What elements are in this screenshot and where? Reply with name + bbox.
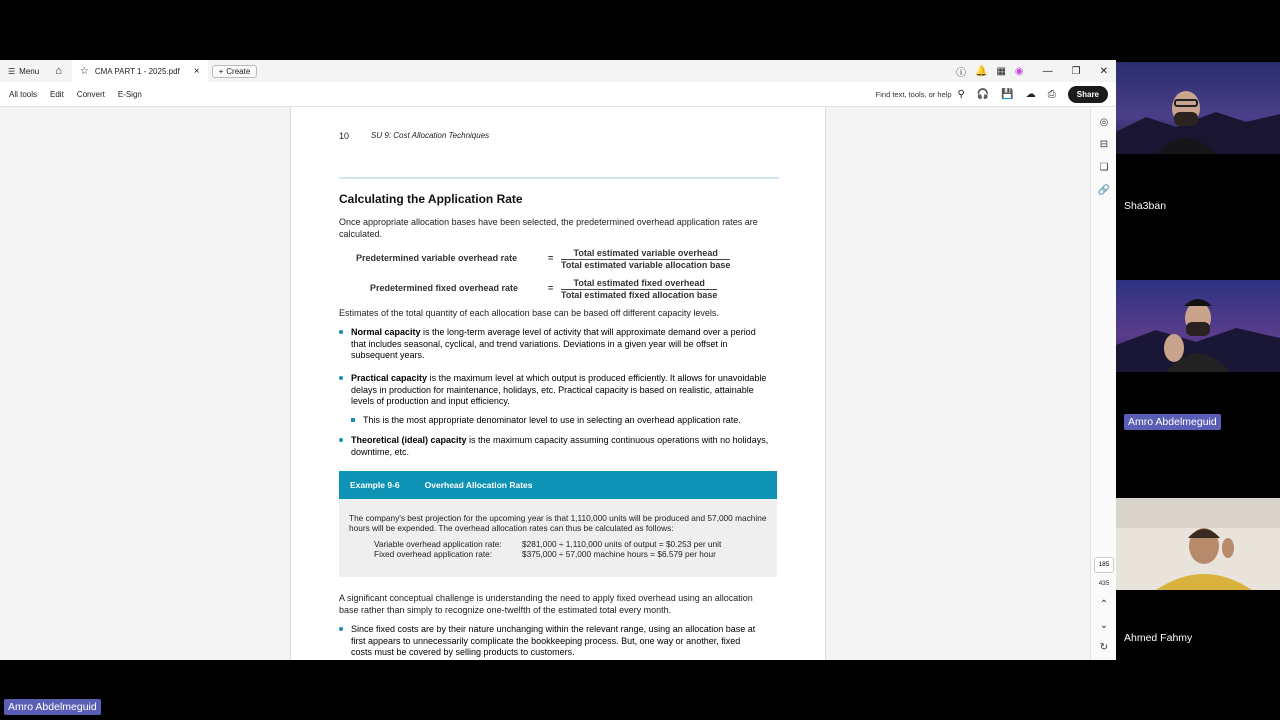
save-icon[interactable]: 💾 — [1001, 89, 1014, 100]
right-tool-rail — [1090, 107, 1116, 660]
apps-grid-icon[interactable]: ▦ — [996, 65, 1006, 77]
header-rule — [339, 177, 779, 179]
bullet-text: Since fixed costs are by their nature unchanging within the relevant range, using an allocation base at first appears to unnecessarily complicate the bookkeeping process. But, one way or another, fixed costs must be covered by selling products to customers. — [351, 624, 756, 657]
sub-bullet-denominator — [363, 415, 783, 427]
formula-variable-denominator: Total estimated variable allocation base — [561, 260, 731, 270]
page-number: 10 — [339, 131, 350, 141]
challenge-paragraph: A significant conceptual challenge is understanding the need to apply fixed overhead using an allocation base rather than simply to recognize one-twelfth of the estimated total every month. — [339, 593, 753, 615]
edit-button[interactable]: Edit — [50, 89, 64, 99]
example-row-value: $281,000 ÷ 1,110,000 units of output = $0.253 per unit — [522, 539, 722, 549]
bullet-dot — [339, 438, 343, 442]
close-window-icon[interactable]: ✕ — [1099, 65, 1108, 77]
formula-fixed-numerator: Total estimated fixed overhead — [561, 278, 717, 290]
restore-icon[interactable]: ❐ — [1071, 65, 1081, 77]
formula-variable-label: Predetermined variable overhead rate — [356, 253, 518, 263]
bullet-normal-capacity — [351, 327, 771, 362]
create-button[interactable] — [212, 65, 258, 78]
tab-close-icon[interactable]: × — [193, 65, 200, 77]
bullet-fixed-costs — [351, 624, 761, 659]
bullet-theoretical-capacity — [351, 435, 771, 458]
total-pages: 435 — [1098, 580, 1110, 587]
bullet-practical-capacity — [351, 373, 771, 408]
video-panel — [1116, 60, 1280, 660]
participant-video-image — [1116, 498, 1280, 590]
formula-fixed-equals: = — [548, 283, 554, 293]
intro-paragraph: Once appropriate allocation bases have been selected, the predetermined overhead application rates are calculated. — [339, 217, 758, 239]
participant-video-sha3ban[interactable] — [1116, 62, 1280, 154]
chapter-title: SU 9: Cost Allocation Techniques — [371, 131, 490, 140]
example-row-value: $375,000 ÷ 57,000 machine hours = $6.579 per hour — [522, 549, 716, 559]
search-icon[interactable]: ⚲ — [957, 89, 965, 100]
upload-cloud-icon[interactable]: ☁ — [1025, 89, 1036, 100]
titlebar-right — [956, 60, 1108, 82]
participant-video-image — [1116, 62, 1280, 154]
minimize-icon[interactable]: — — [1042, 65, 1053, 77]
pdf-page — [290, 107, 826, 660]
rotate-icon[interactable]: ↻ — [1099, 642, 1109, 653]
example-body — [339, 499, 777, 577]
example-row-variable — [374, 539, 721, 549]
example-text: The company's best projection for the upcoming year is that 1,110,000 units will be produced and 57,000 machine hours will be expended. The overhead allocation rates can thus be calculated as follows: — [349, 513, 767, 533]
bullet-text: is the maximum level at which output is produced efficiently. It allows for unavoidable delays in production for maintenance, holidays, etc. Practical capacity is based on realistic, attainable levels of production and input efficiency. — [351, 373, 767, 406]
all-tools-button[interactable]: All tools — [9, 89, 38, 99]
active-speaker-label: Amro Abdelmeguid — [4, 699, 101, 715]
bullet-text: is the long-term average level of activity that will approximate demand over a period that includes seasonal, cyclical, and trend variations. Deviations in a given year will be offset in subsequent years. — [351, 327, 756, 360]
bullet-dot — [339, 627, 343, 631]
pages-icon[interactable]: ❏ — [1099, 162, 1109, 173]
bookmark-icon[interactable]: ⊟ — [1099, 139, 1109, 150]
find-input[interactable]: Find text, tools, or help — [875, 90, 952, 99]
convert-button[interactable]: Convert — [76, 89, 105, 99]
bell-icon[interactable]: 🔔 — [975, 65, 988, 77]
participant-name-amro: Amro Abdelmeguid — [1124, 414, 1221, 430]
bullet-text: This is the most appropriate denominator level to use in selecting an overhead application rate. — [363, 415, 741, 425]
formula-fixed-label: Predetermined fixed overhead rate — [370, 283, 519, 293]
participant-video-ahmed[interactable] — [1116, 498, 1280, 590]
participant-name-sha3ban: Sha3ban — [1124, 200, 1167, 212]
title-bar — [0, 60, 1116, 82]
chevron-down-icon[interactable]: ⌄ — [1099, 620, 1109, 631]
tab-title: CMA PART 1 - 2025.pdf — [94, 66, 180, 76]
sub-bullet-square — [351, 418, 355, 422]
acrobat-window — [0, 60, 1116, 660]
chevron-up-icon[interactable]: ⌃ — [1099, 599, 1109, 610]
plus-icon: + — [218, 66, 224, 76]
example-row-label: Fixed overhead application rate: — [374, 549, 493, 559]
formula-variable-numerator: Total estimated variable overhead — [561, 248, 730, 260]
example-row-label: Variable overhead application rate: — [374, 539, 502, 549]
share-button[interactable]: Share — [1068, 86, 1108, 103]
section-heading: Calculating the Application Rate — [339, 192, 523, 206]
menu-label: Menu — [19, 66, 40, 76]
example-header — [339, 471, 777, 499]
toolbar-right — [876, 82, 1108, 107]
formula-fixed-denominator: Total estimated fixed allocation base — [561, 290, 718, 300]
bullet-term: Practical capacity — [351, 373, 428, 383]
star-icon[interactable]: ☆ — [79, 65, 89, 77]
formula-fixed-fraction — [561, 278, 717, 300]
read-aloud-icon[interactable]: 🎧 — [976, 89, 990, 100]
estimates-paragraph: Estimates of the total quantity of each allocation base can be based off different capacity levels. — [339, 308, 719, 318]
current-page-input[interactable]: 185 — [1094, 557, 1114, 573]
participant-name-ahmed: Ahmed Fahmy — [1124, 632, 1193, 644]
bullet-dot — [339, 330, 343, 334]
formula-variable-equals: = — [548, 253, 554, 263]
hamburger-icon: ☰ — [8, 66, 16, 76]
example-row-fixed — [374, 549, 716, 559]
esign-button[interactable]: E-Sign — [117, 89, 142, 99]
bullet-text: is the maximum capacity assuming continuous operations with no holidays, downtime, etc. — [351, 435, 769, 457]
create-label: Create — [226, 66, 251, 76]
link-icon[interactable]: 🔗 — [1097, 185, 1111, 196]
ai-assistant-icon[interactable]: ◉ — [1014, 65, 1024, 77]
document-viewport[interactable] — [0, 107, 1090, 660]
comment-icon[interactable]: ◎ — [1099, 117, 1109, 128]
bullet-dot — [339, 376, 343, 380]
document-tab[interactable] — [72, 60, 208, 82]
example-title: Overhead Allocation Rates — [424, 480, 533, 490]
bullet-term: Theoretical (ideal) capacity — [351, 435, 467, 445]
home-icon[interactable]: ⌂ — [55, 65, 62, 77]
main-toolbar — [0, 82, 1116, 107]
example-number: Example 9-6 — [350, 480, 400, 490]
formula-variable-fraction — [561, 248, 730, 270]
participant-video-image — [1116, 280, 1280, 372]
menu-button[interactable] — [8, 67, 39, 76]
print-icon[interactable]: ⎙ — [1047, 89, 1056, 100]
participant-video-amro[interactable] — [1116, 280, 1280, 372]
help-icon[interactable]: ⓘ — [956, 67, 966, 79]
bullet-term: Normal capacity — [351, 327, 421, 337]
